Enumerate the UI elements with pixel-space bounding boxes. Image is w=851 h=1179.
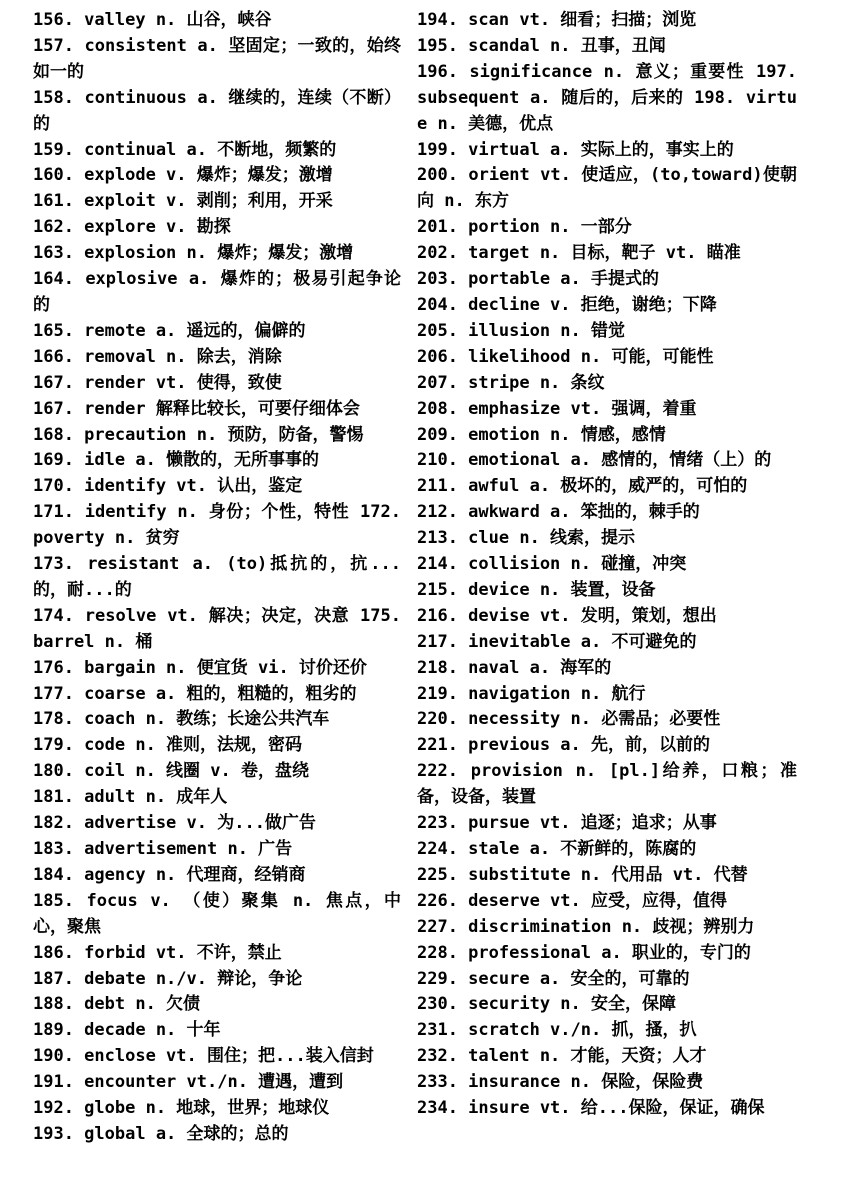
vocab-entry: 196. significance n. 意义；重要性 197. subsequent a. 随后的，后来的 198. virtue n. 美德，优点 xyxy=(417,61,797,134)
vocab-entry: 162. explore v. 勘探 xyxy=(33,217,231,238)
vocab-entry: 228. professional a. 职业的，专门的 xyxy=(417,942,751,963)
vocab-entry: 203. portable a. 手提式的 xyxy=(417,269,659,290)
vocab-entry: 190. enclose vt. 围住；把...装入信封 xyxy=(33,1046,374,1067)
vocab-entry: 177. coarse a. 粗的，粗糙的，粗劣的 xyxy=(33,683,357,704)
vocab-entry: 157. consistent a. 坚固定；一致的，始终如一的 xyxy=(33,35,401,82)
vocab-entry: 212. awkward a. 笨拙的，棘手的 xyxy=(417,502,700,523)
vocab-entry: 176. bargain n. 便宜货 vi. 讨价还价 xyxy=(33,657,367,678)
vocab-entry: 160. explode v. 爆炸；爆发；激增 xyxy=(33,165,333,186)
vocab-entry: 208. emphasize vt. 强调，着重 xyxy=(417,398,697,419)
left-column xyxy=(33,8,401,1148)
vocab-entry: 170. identify vt. 认出，鉴定 xyxy=(33,476,303,497)
vocab-entry: 234. insure vt. 给...保险，保证，确保 xyxy=(417,1098,765,1119)
vocab-entry: 218. naval a. 海军的 xyxy=(417,657,612,678)
vocab-entry: 186. forbid vt. 不许，禁止 xyxy=(33,942,282,963)
vocab-entry: 202. target n. 目标，靶子 vt. 瞄准 xyxy=(417,243,741,264)
vocab-entry: 173. resistant a. (to)抵抗的，抗...的，耐...的 xyxy=(33,554,401,600)
vocab-entry: 221. previous a. 先，前，以前的 xyxy=(417,735,710,756)
vocab-entry: 230. security n. 安全，保障 xyxy=(417,994,676,1015)
vocab-entry: 171. identify n. 身份；个性，特性 172. poverty n. 贫穷 xyxy=(33,502,401,549)
vocab-entry: 219. navigation n. 航行 xyxy=(417,683,646,704)
vocab-entry: 189. decade n. 十年 xyxy=(33,1020,221,1041)
vocab-entry: 182. advertise v. 为...做广告 xyxy=(33,813,316,834)
vocab-entry: 164. explosive a. 爆炸的；极易引起争论的 xyxy=(33,269,401,315)
vocab-entry: 193. global a. 全球的；总的 xyxy=(33,1123,289,1144)
vocab-entry: 229. secure a. 安全的，可靠的 xyxy=(417,968,690,989)
vocab-entry: 167. render vt. 使得，致使 xyxy=(33,372,282,393)
vocab-entry: 232. talent n. 才能，天资；人才 xyxy=(417,1046,707,1067)
vocab-entry: 194. scan vt. 细看；扫描；浏览 xyxy=(417,10,697,30)
vocab-entry: 227. discrimination n. 歧视；辨别力 xyxy=(417,916,755,937)
vocab-entry: 174. resolve vt. 解决；决定，决意 175. barrel n. 桶 xyxy=(33,605,401,652)
vocab-entry: 183. advertisement n. 广告 xyxy=(33,839,293,859)
vocab-entry: 156. valley n. 山谷，峡谷 xyxy=(33,10,272,30)
vocab-entry: 191. encounter vt./n. 遭遇，遭到 xyxy=(33,1072,344,1093)
vocab-entry: 231. scratch v./n. 抓，搔，扒 xyxy=(417,1020,697,1041)
vocab-entry: 195. scandal n. 丑事，丑闻 xyxy=(417,35,666,56)
vocab-entry: 192. globe n. 地球，世界；地球仪 xyxy=(33,1098,330,1119)
vocab-entry: 213. clue n. 线索，提示 xyxy=(417,528,636,549)
vocab-entry: 159. continual a. 不断地，频繁的 xyxy=(33,139,337,160)
vocab-entry: 188. debt n. 欠债 xyxy=(33,994,201,1015)
vocab-entry: 200. orient vt. 使适应，(to,toward)使朝向 n. 东方 xyxy=(417,165,797,212)
vocab-entry: 169. idle a. 懒散的，无所事事的 xyxy=(33,450,320,471)
vocab-entry: 217. inevitable a. 不可避免的 xyxy=(417,631,697,652)
vocab-entry: 215. device n. 装置，设备 xyxy=(417,579,656,600)
vocab-entry: 178. coach n. 教练；长途公共汽车 xyxy=(33,709,330,730)
vocab-entry: 180. coil n. 线圈 v. 卷，盘绕 xyxy=(33,761,309,782)
vocab-entry: 223. pursue vt. 追逐；追求；从事 xyxy=(417,813,717,834)
vocab-entry: 210. emotional a. 感情的，情绪（上）的 xyxy=(417,450,772,471)
vocab-entry: 185. focus v. （使）聚集 n. 焦点，中心，聚焦 xyxy=(33,890,401,937)
vocab-entry: 163. explosion n. 爆炸；爆发；激增 xyxy=(33,243,354,264)
vocab-entry: 161. exploit v. 剥削；利用，开采 xyxy=(33,191,333,212)
vocab-entry: 233. insurance n. 保险，保险费 xyxy=(417,1072,704,1093)
vocab-entry: 225. substitute n. 代用品 vt. 代替 xyxy=(417,864,748,885)
vocab-entry: 179. code n. 准则，法规，密码 xyxy=(33,735,303,756)
vocab-entry: 207. stripe n. 条纹 xyxy=(417,372,605,393)
vocab-entry: 206. likelihood n. 可能，可能性 xyxy=(417,346,714,367)
vocab-entry: 187. debate n./v. 辩论，争论 xyxy=(33,968,303,989)
vocab-entry: 211. awful a. 极坏的，威严的，可怕的 xyxy=(417,476,748,497)
vocab-entry: 158. continuous a. 继续的，连续（不断）的 xyxy=(33,87,401,134)
vocab-entry: 166. removal n. 除去，消除 xyxy=(33,346,282,367)
vocab-entry: 205. illusion n. 错觉 xyxy=(417,320,625,341)
vocab-entry: 199. virtual a. 实际上的，事实上的 xyxy=(417,139,734,160)
vocab-entry: 209. emotion n. 情感，感情 xyxy=(417,424,666,445)
vocab-entry: 184. agency n. 代理商，经销商 xyxy=(33,864,306,885)
vocab-entry: 220. necessity n. 必需品；必要性 xyxy=(417,709,721,730)
vocab-entry: 222. provision n. [pl.]给养，口粮；准备，设备，装置 xyxy=(417,761,797,808)
vocab-entry: 226. deserve vt. 应受，应得，值得 xyxy=(417,890,727,911)
vocab-entry: 167. render 解释比较长，可要仔细体会 xyxy=(33,398,360,419)
right-column xyxy=(417,8,797,1122)
vocab-entry: 224. stale a. 不新鲜的，陈腐的 xyxy=(417,839,697,859)
vocab-entry: 181. adult n. 成年人 xyxy=(33,787,228,808)
vocab-entry: 165. remote a. 遥远的，偏僻的 xyxy=(33,320,306,341)
vocab-entry: 168. precaution n. 预防，防备，警惕 xyxy=(33,424,364,445)
vocab-entry: 214. collision n. 碰撞，冲突 xyxy=(417,554,687,575)
vocab-entry: 204. decline v. 拒绝，谢绝；下降 xyxy=(417,294,717,315)
vocab-entry: 216. devise vt. 发明，策划，想出 xyxy=(417,605,717,626)
vocab-entry: 201. portion n. 一部分 xyxy=(417,217,632,238)
